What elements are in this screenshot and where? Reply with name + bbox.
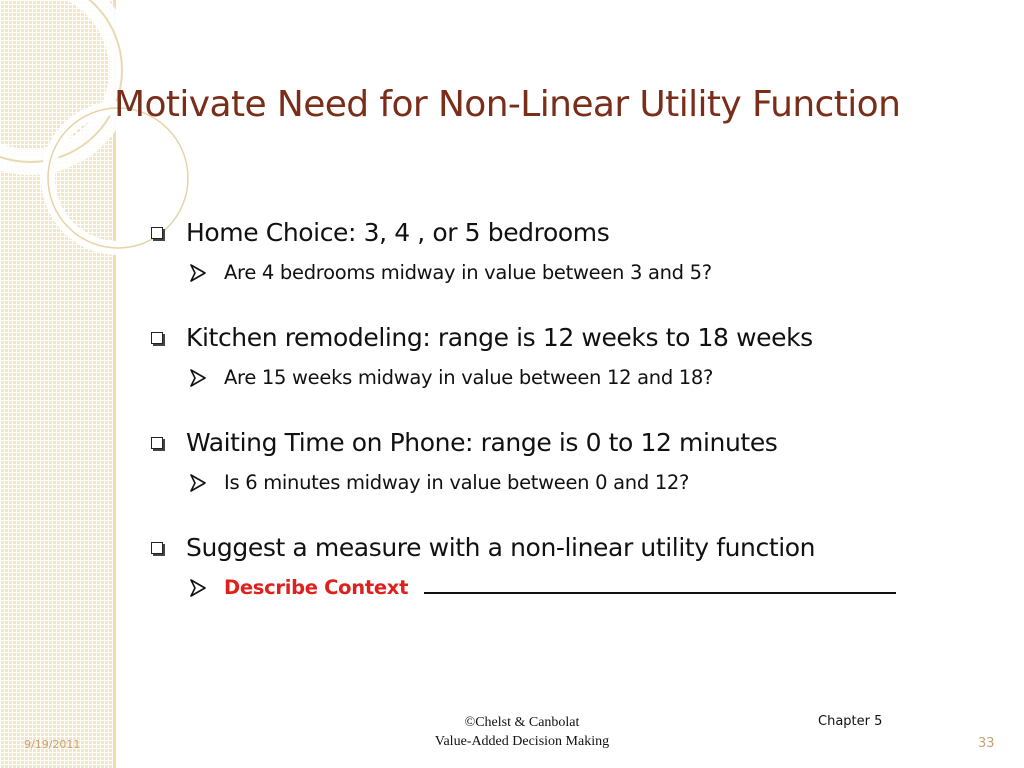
slide-number: 33 <box>978 736 995 751</box>
arrowhead-bullet-icon <box>190 474 206 492</box>
footer-copyright: ©Chelst & Canbolat <box>464 715 580 730</box>
bullet-home-choice <box>146 213 1006 253</box>
footer-date: 9/19/2011 <box>24 738 81 751</box>
sub-bullet-bedrooms <box>146 253 1006 318</box>
slide-title: Motivate Need for Non-Linear Utility Function <box>114 84 901 125</box>
footer-course: Value-Added Decision Making <box>434 734 610 749</box>
sub-bullet-text: Are 15 weeks midway in value between 12 and 18? <box>224 366 714 389</box>
bullet-text: Suggest a measure with a non-linear utility function <box>186 533 816 562</box>
bullet-waiting-time <box>146 423 1006 463</box>
arrowhead-bullet-icon <box>190 264 206 282</box>
checkbox-square-icon <box>151 227 163 239</box>
footer-credits <box>382 713 662 751</box>
footer-chapter: Chapter 5 <box>818 714 883 729</box>
bullet-suggest-measure <box>146 528 1006 568</box>
bullet-text: Kitchen remodeling: range is 12 weeks to 18 weeks <box>186 323 813 352</box>
answer-blank-line <box>424 570 896 594</box>
bullet-kitchen-remodeling <box>146 318 1006 358</box>
arrowhead-bullet-icon <box>190 579 206 597</box>
bullet-list <box>146 213 1006 633</box>
sub-bullet-text: Are 4 bedrooms midway in value between 3 and 5? <box>224 261 712 284</box>
checkbox-square-icon <box>151 542 163 554</box>
checkbox-square-icon <box>151 332 163 344</box>
describe-context-label: Describe Context <box>224 576 409 599</box>
sub-bullet-minutes <box>146 463 1006 528</box>
checkbox-square-icon <box>151 437 163 449</box>
bullet-text: Waiting Time on Phone: range is 0 to 12 minutes <box>186 428 778 457</box>
bullet-text: Home Choice: 3, 4 , or 5 bedrooms <box>186 218 610 247</box>
sub-bullet-text: Is 6 minutes midway in value between 0 and 12? <box>224 471 690 494</box>
arrowhead-bullet-icon <box>190 369 206 387</box>
sub-bullet-weeks <box>146 358 1006 423</box>
sub-bullet-describe-context <box>146 568 1006 633</box>
